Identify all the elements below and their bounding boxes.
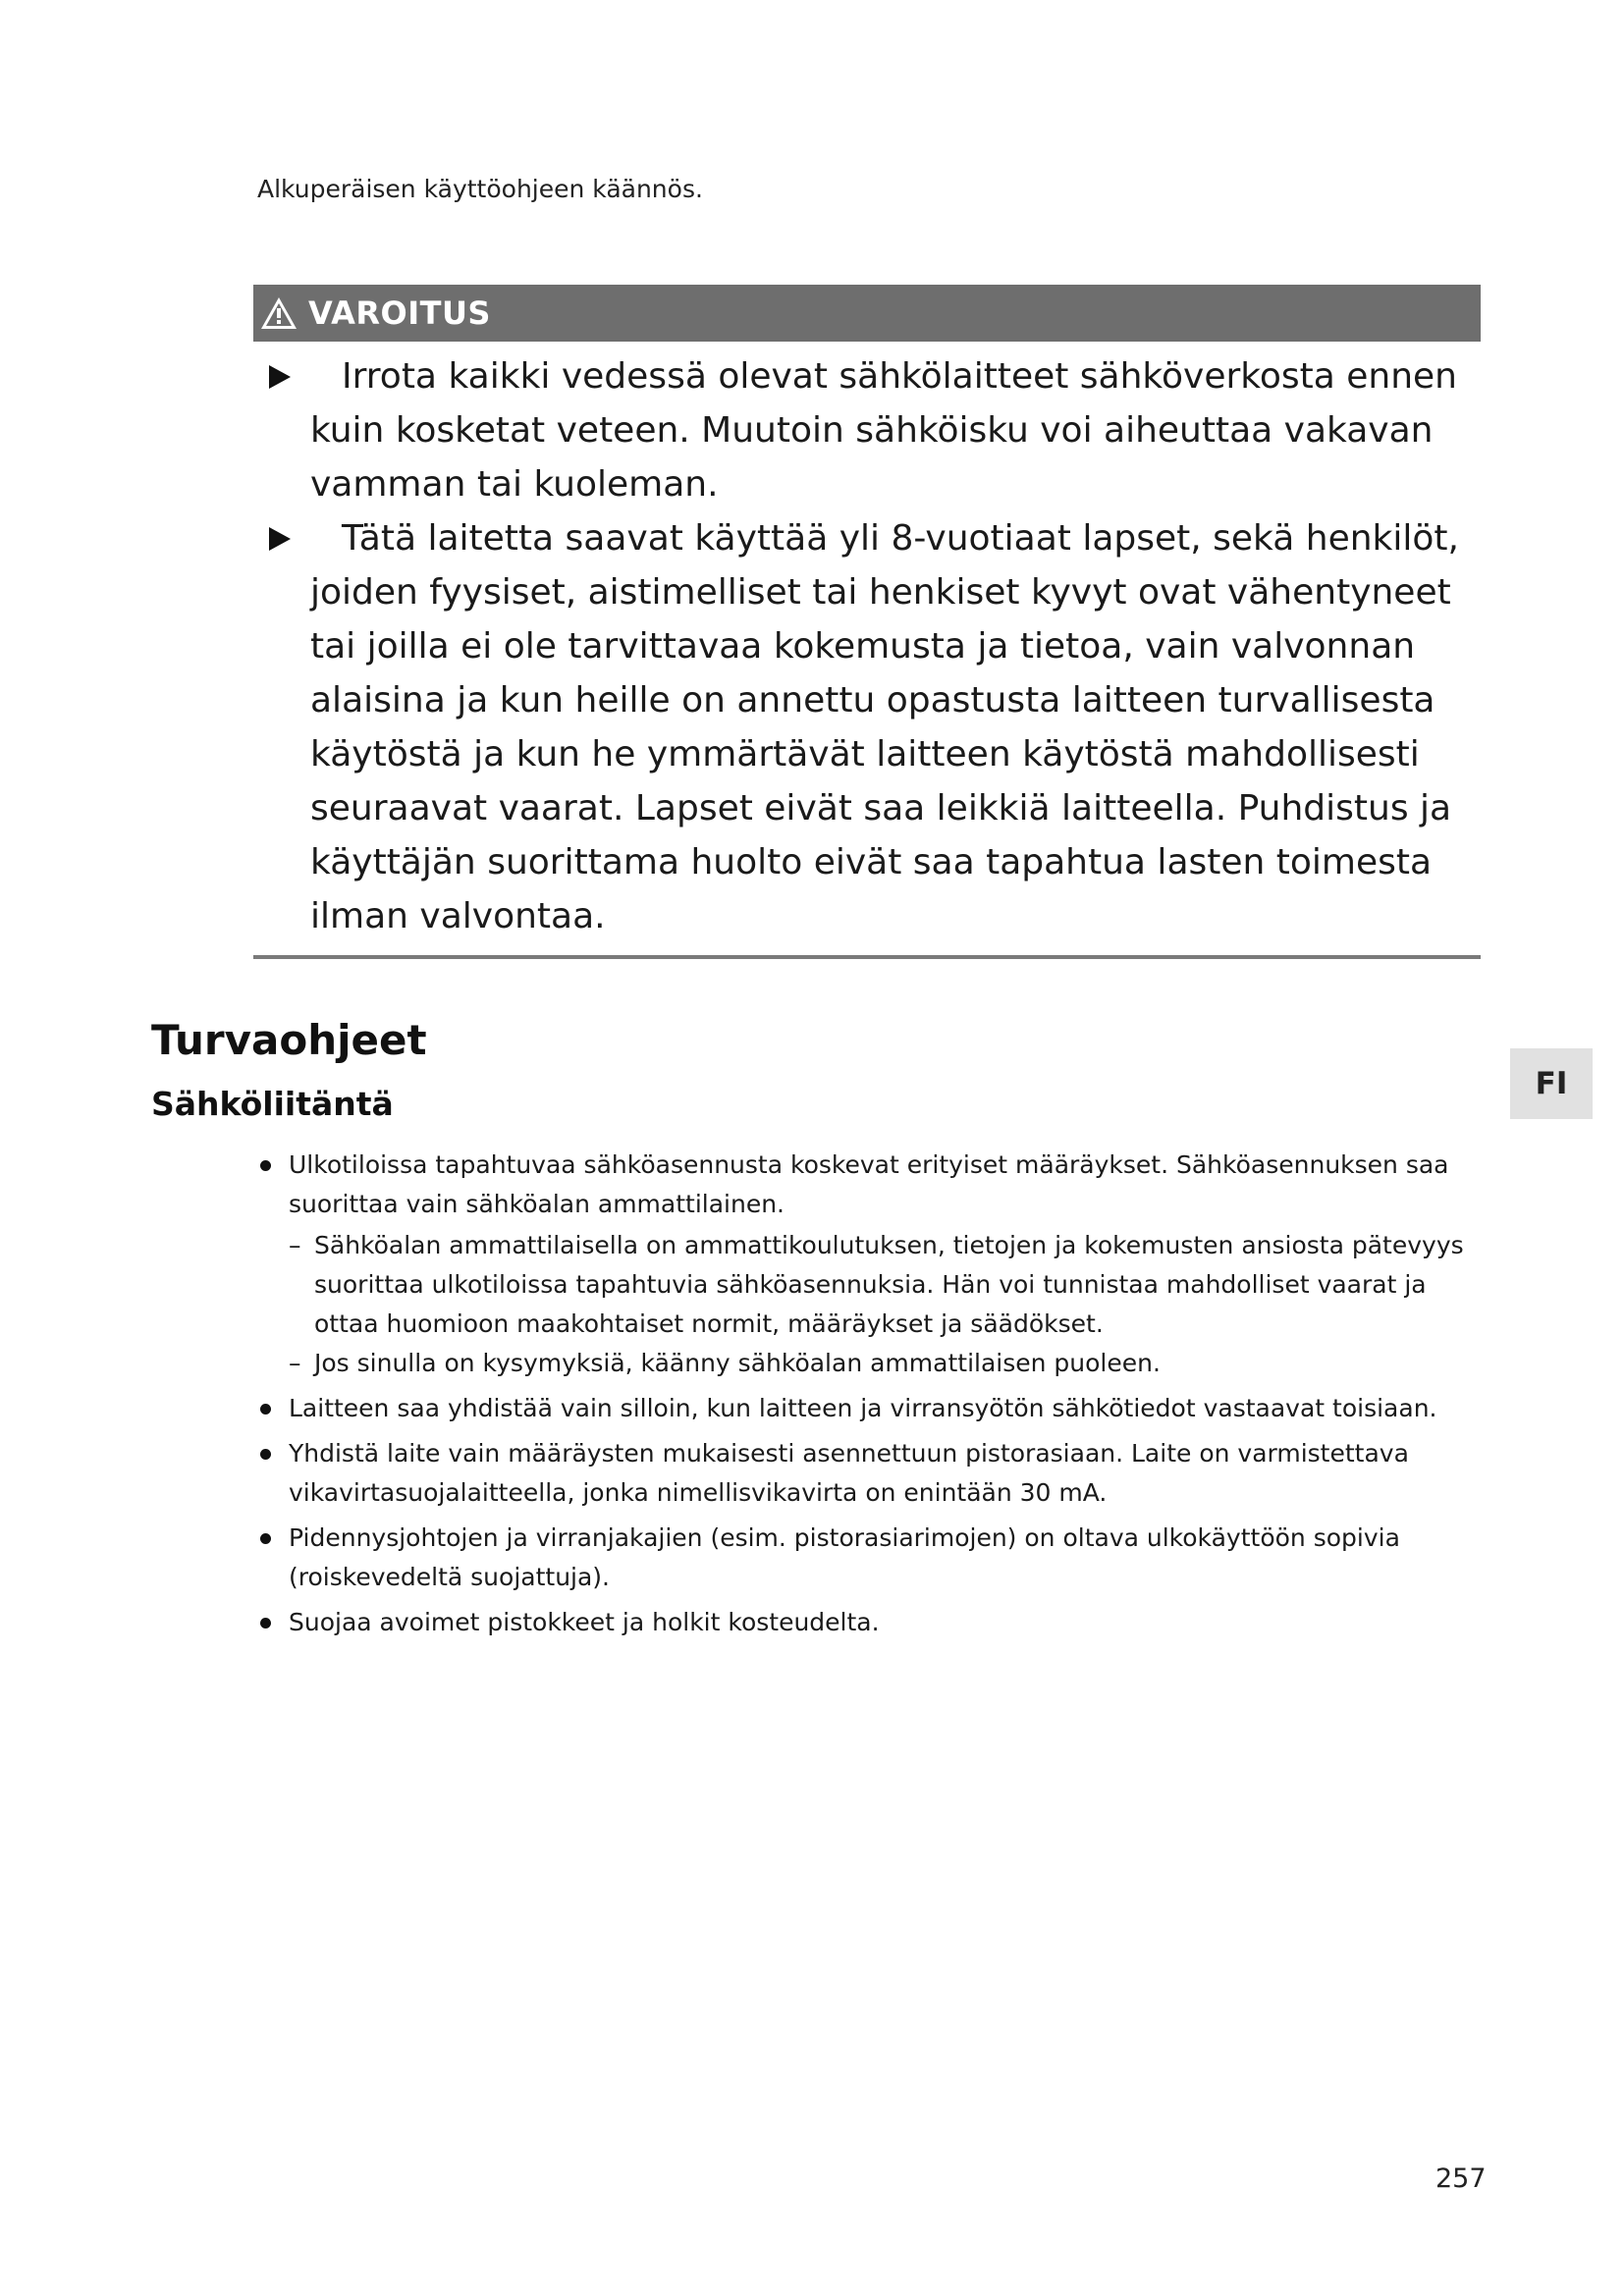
- list-item: [257, 1146, 1481, 1383]
- sub-list-item: [257, 1226, 1481, 1344]
- sub-list: [289, 1226, 1481, 1383]
- subsection-title: Sähköliitäntä: [151, 1085, 394, 1123]
- bullet-icon: [260, 1533, 271, 1544]
- list-item-text: Yhdistä laite vain määräysten mukaisesti asennettuun pistorasiaan. Laite on varmistettava vikavirtasuojalaitteella, jonka nimellisvikavirta on enintään 30 mA.: [289, 1439, 1409, 1507]
- warning-item: [253, 511, 1481, 943]
- language-tab: FI: [1510, 1048, 1593, 1119]
- list-item-text: Suojaa avoimet pistokkeet ja holkit kosteudelta.: [289, 1608, 880, 1636]
- dash-icon: –: [289, 1349, 301, 1377]
- list-item-text: Pidennysjohtojen ja virranjakajien (esim. pistorasiarimojen) on oltava ulkokäyttöön sopivia (roiskevedeltä suojattuja).: [289, 1523, 1400, 1591]
- bullet-icon: [260, 1618, 271, 1629]
- document-subtitle: Alkuperäisen käyttöohjeen käännös.: [257, 175, 703, 203]
- sub-list-item: [257, 1344, 1481, 1383]
- warning-title: VAROITUS: [308, 294, 491, 332]
- section-title: Turvaohjeet: [151, 1016, 427, 1064]
- dash-icon: –: [289, 1231, 301, 1259]
- warning-list: [253, 349, 1481, 943]
- list-item: [257, 1434, 1481, 1513]
- arrow-right-icon: [269, 365, 291, 389]
- page-number: 257: [1435, 2163, 1487, 2194]
- warning-item-text: Irrota kaikki vedessä olevat sähkölaitteet sähköverkosta ennen kuin kosketat veteen. Muutoin sähköisku voi aiheuttaa vakavan vamman tai kuoleman.: [310, 356, 1457, 505]
- warning-box: [253, 285, 1481, 959]
- arrow-right-icon: [269, 527, 291, 551]
- list-item-text: Ulkotiloissa tapahtuvaa sähköasennusta koskevat erityiset määräykset. Sähköasennuksen saa suorittaa vain sähköalan ammattilainen.: [289, 1150, 1449, 1218]
- safety-bullet-list: [257, 1146, 1481, 1648]
- warning-triangle-icon: [259, 295, 298, 331]
- bullet-icon: [260, 1449, 271, 1460]
- warning-item: [253, 349, 1481, 511]
- list-item: [257, 1389, 1481, 1428]
- list-item: [257, 1603, 1481, 1642]
- warning-divider: [253, 955, 1481, 959]
- warning-item-text: Tätä laitetta saavat käyttää yli 8-vuotiaat lapset, sekä henkilöt, joiden fyysiset, aistimelliset tai henkiset kyvyt ovat vähentyneet tai joilla ei ole tarvittavaa kokemusta ja tietoa, vain valvonnan alaisina ja kun heille on annettu opastusta laitteen turvallisesta käytöstä ja kun he ymmärtävät laitteen käytöstä mahdollisesti seuraavat vaarat. Lapset eivät saa leikkiä laitteella. Puhdistus ja käyttäjän suorittama huolto eivät saa tapahtua lasten toimesta ilman valvontaa.: [310, 518, 1459, 936]
- warning-header: [253, 285, 1481, 342]
- sub-list-item-text: Sähköalan ammattilaisella on ammattikoulutuksen, tietojen ja kokemusten ansiosta pätevyys suorittaa ulkotiloissa tapahtuvia sähköasennuksia. Hän voi tunnistaa mahdolliset vaarat ja ottaa huomioon maakohtaiset normit, määräykset ja säädökset.: [314, 1231, 1464, 1338]
- bullet-icon: [260, 1404, 271, 1415]
- list-item-text: Laitteen saa yhdistää vain silloin, kun laitteen ja virransyötön sähkötiedot vastaavat toisiaan.: [289, 1394, 1437, 1422]
- bullet-icon: [260, 1160, 271, 1171]
- list-item: [257, 1519, 1481, 1597]
- sub-list-item-text: Jos sinulla on kysymyksiä, käänny sähköalan ammattilaisen puoleen.: [314, 1349, 1161, 1377]
